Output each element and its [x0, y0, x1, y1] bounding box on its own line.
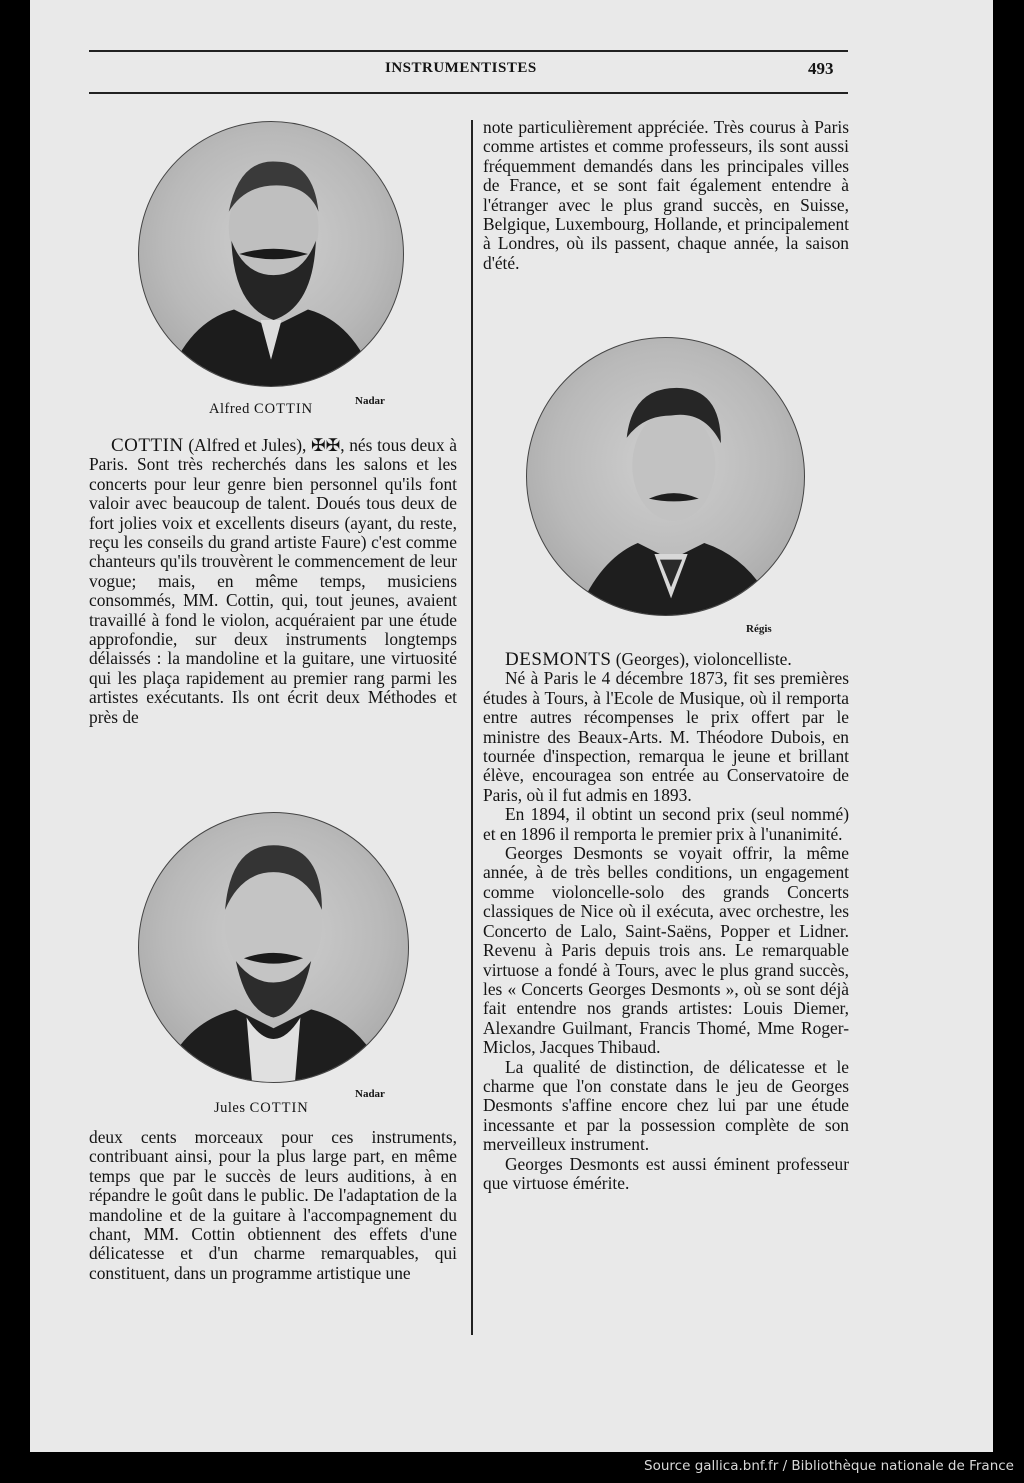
desmonts-heading [483, 650, 849, 669]
portrait-drawing [139, 813, 408, 1082]
page-number: 493 [808, 59, 834, 78]
top-rule [89, 50, 848, 52]
portrait-georges-desmonts [526, 337, 805, 616]
desmonts-paragraph-1: Né à Paris le 4 décembre 1873, fit ses premières études à Tours, à l'Ecole de Musique, où il remporta entre autres récompenses le prix offert par le ministre des Beaux-Arts. M. Théodore Dubois, en tournée d'inspection, remarqua le jeune et brillant élève, encouragea son entrée au Conservatoire de Paris, où il fut admis en 1893. [483, 668, 849, 805]
cottin-article-continued [89, 1128, 457, 1283]
portrait-drawing [527, 338, 804, 615]
desmonts-paragraph-4: La qualité de distinction, de délicatesse et le charme que l'on constate dans le jeu de Georges Desmonts s'affine encore chez lui par une étude incessante et par la possession complète de son merveilleux instrument. [483, 1056, 849, 1155]
caption-first-name: Alfred [209, 401, 250, 417]
cottin-paragraph [89, 436, 457, 727]
caption-jules-cottin [214, 1100, 309, 1117]
portrait-jules-cottin [138, 812, 409, 1083]
portrait-alfred-cottin [138, 121, 404, 387]
desmonts-article [483, 650, 849, 1193]
header-underline [89, 92, 848, 94]
column-divider [471, 120, 473, 1335]
cottin-name: COTTIN [111, 435, 184, 456]
caption-alfred-cottin [209, 401, 313, 418]
cottin-text: (Alfred et Jules), ✠✠, nés tous deux à Paris. Sont très recherchés dans les salons et les concerts pour leur genre bien personnel qu'ils font valoir avec beaucoup de talent. Doués tous deux de fort jolies voix et excellents diseurs (ayant, du reste, reçu les conseils du grand artiste Faure) c'est comme chanteurs qu'ils trouvèrent le commencement de leur vogue; mais, en même temps, musiciens consommés, MM. Cottin, qui, tout jeunes, avaient travaillé à fond le violon, acquéraient par une étude approfondie, sur deux instruments longtemps délaissés : la mandoline et la guitare, une virtuosité qui les plaça rapidement au premier rang parmi les artistes exécutants. Ils ont écrit deux Méthodes et près de [89, 435, 457, 727]
source-footer: Source gallica.bnf.fr / Bibliothèque nationale de France [644, 1458, 1014, 1474]
cottin-article-end [483, 118, 849, 273]
photo-credit-nadar-2: Nadar [355, 1088, 385, 1100]
cottin-end-text: note particulièrement appréciée. Très courus à Paris comme artistes et comme professeurs, ils sont aussi fréquemment demandés dans les principales villes de France, et se sont fait également entendre à l'étranger avec le plus grand succès, en Suisse, Belgique, Luxembourg, Hollande, et principalement à Londres, où ils passent, chaque année, la saison d'été. [483, 117, 849, 273]
caption-last-name: COTTIN [249, 1100, 309, 1116]
desmonts-paragraph-2: En 1894, il obtint un second prix (seul nommé) et en 1896 il remporta le premier prix à l'unanimité. [483, 804, 849, 844]
cottin-continued-text: deux cents morceaux pour ces instruments, contribuant ainsi, pour la plus large part, en même temps que par le succès de leurs auditions, à en répandre le goût dans le public. De l'adaptation de la mandoline et de la guitare à l'accompagnement du chant, MM. Cottin obtiennent des effets d'une délicatesse et d'un charme remarquables, qui constituent, dans un programme artistique une [89, 1127, 457, 1283]
cottin-article [89, 436, 457, 727]
scanned-page [30, 0, 993, 1452]
portrait-drawing [139, 122, 403, 386]
desmonts-paragraph-3: Georges Desmonts se voyait offrir, la même année, à de très belles conditions, un engagement comme violoncelle-solo des grands Concerts classiques de Nice où il exécuta, avec orchestre, les Concerto de Lalo, Saint-Saëns, Popper et Lidner. Revenu à Paris depuis trois ans. Le remarquable virtuose a fondé à Tours, avec le plus grand succès, les « Concerts Georges Desmonts », où se sont déjà fait entendre nos grands artistes: Louis Diemer, Alexandre Guilmant, Francis Thomé, Mme Roger-Miclos, Jacques Thibaud. [483, 843, 849, 1058]
photo-credit-nadar-1: Nadar [355, 395, 385, 407]
desmonts-paragraph-5: Georges Desmonts est aussi éminent professeur que virtuose émérite. [483, 1153, 849, 1193]
photo-credit-regis: Régis [746, 623, 772, 635]
desmonts-heading-rest: (Georges), violoncelliste. [615, 649, 792, 669]
desmonts-name: DESMONTS [505, 649, 612, 670]
running-header-title: INSTRUMENTISTES [385, 60, 537, 76]
caption-last-name: COTTIN [253, 401, 314, 417]
caption-first-name: Jules [214, 1100, 246, 1116]
